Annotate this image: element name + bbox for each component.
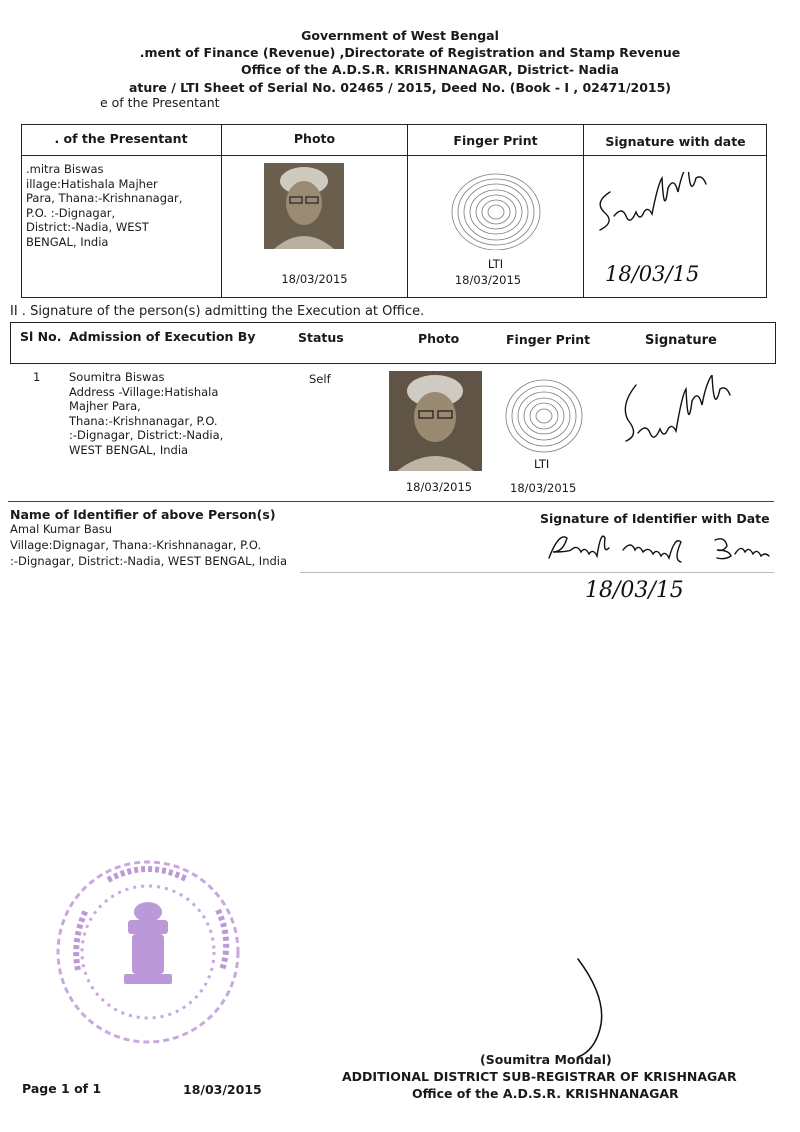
executant-lti-label: LTI <box>534 457 550 471</box>
presentant-photo-date: 18/03/2015 <box>281 272 348 286</box>
officer-name: (Soumitra Mondal) <box>480 1052 612 1067</box>
col-fingerprint: Finger Print <box>506 332 591 347</box>
presentant-fingerprint-date: 18/03/2015 <box>454 273 522 287</box>
header-office: Office of the A.D.S.R. KRISHNANAGAR, District- Nadia <box>241 62 619 77</box>
col-status: Status <box>298 330 344 345</box>
col-photo: Photo <box>418 331 460 346</box>
section1-title: e of the Presentant <box>100 95 220 110</box>
executant-photo <box>389 371 482 471</box>
office-seal <box>48 850 248 1055</box>
header-department: .ment of Finance (Revenue) ,Directorate of Registration and Stamp Revenue <box>139 45 681 60</box>
presentant-signature-date: 18/03/15 <box>605 262 700 286</box>
executant-signature <box>618 375 748 455</box>
row-admission-details: Soumitra Biswas Address -Village:Hatishala Majher Para, Thana:-Krishnanagar, P.O. :-Dignagar, District:-Nadia, WEST BENGAL, India <box>69 370 224 457</box>
executant-fingerprint-date: 18/03/2015 <box>510 481 577 495</box>
col-presentant-name: . of the Presentant <box>54 131 188 146</box>
col-signature: Signature <box>645 333 717 348</box>
identifier-title: Name of Identifier of above Person(s) <box>10 507 276 522</box>
identifier-signature <box>545 530 780 568</box>
identifier-address-1: Village:Dignagar, Thana:-Krishnanagar, P.O. <box>10 538 262 552</box>
executant-photo-date: 18/03/2015 <box>405 480 473 494</box>
officer-office: Office of the A.D.S.R. KRISHNANAGAR <box>412 1086 679 1101</box>
section2-title: II . Signature of the person(s) admitting the Execution at Office. <box>10 304 425 319</box>
presentant-lti-label: LTI <box>487 257 504 271</box>
officer-title: ADDITIONAL DISTRICT SUB-REGISTRAR OF KRISHNAGAR <box>342 1069 737 1084</box>
executant-fingerprint <box>503 374 585 454</box>
identifier-signature-date: 18/03/15 <box>585 578 684 603</box>
footer-date: 18/03/2015 <box>183 1082 262 1097</box>
row-sl-no: 1 <box>33 370 41 384</box>
identifier-name: Amal Kumar Basu <box>10 522 113 536</box>
identifier-signature-title: Signature of Identifier with Date <box>540 511 770 526</box>
officer-signature <box>560 955 620 1060</box>
col-sl-no: Sl No. <box>20 329 62 344</box>
header-government: Government of West Bengal <box>301 28 499 43</box>
presentant-photo <box>264 163 344 249</box>
col-presentant-signature: Signature with date <box>605 134 746 149</box>
row-status: Self <box>309 372 331 386</box>
page-number: Page 1 of 1 <box>22 1081 102 1096</box>
presentant-address: .mitra Biswas illage:Hatishala Majher Para, Thana:-Krishnanagar, P.O. :-Dignagar, District:-Nadia, WEST BENGAL, India <box>26 162 183 249</box>
col-presentant-fingerprint: Finger Print <box>453 133 538 148</box>
identifier-address-2: :-Dignagar, District:-Nadia, WEST BENGAL, India <box>10 554 288 568</box>
presentant-fingerprint <box>448 168 544 250</box>
col-admission: Admission of Execution By <box>69 329 256 344</box>
presentant-signature <box>592 172 722 242</box>
col-presentant-photo: Photo <box>293 131 336 146</box>
header-sheet-title: ature / LTI Sheet of Serial No. 02465 / 2015, Deed No. (Book - I , 02471/2015) <box>128 80 672 95</box>
